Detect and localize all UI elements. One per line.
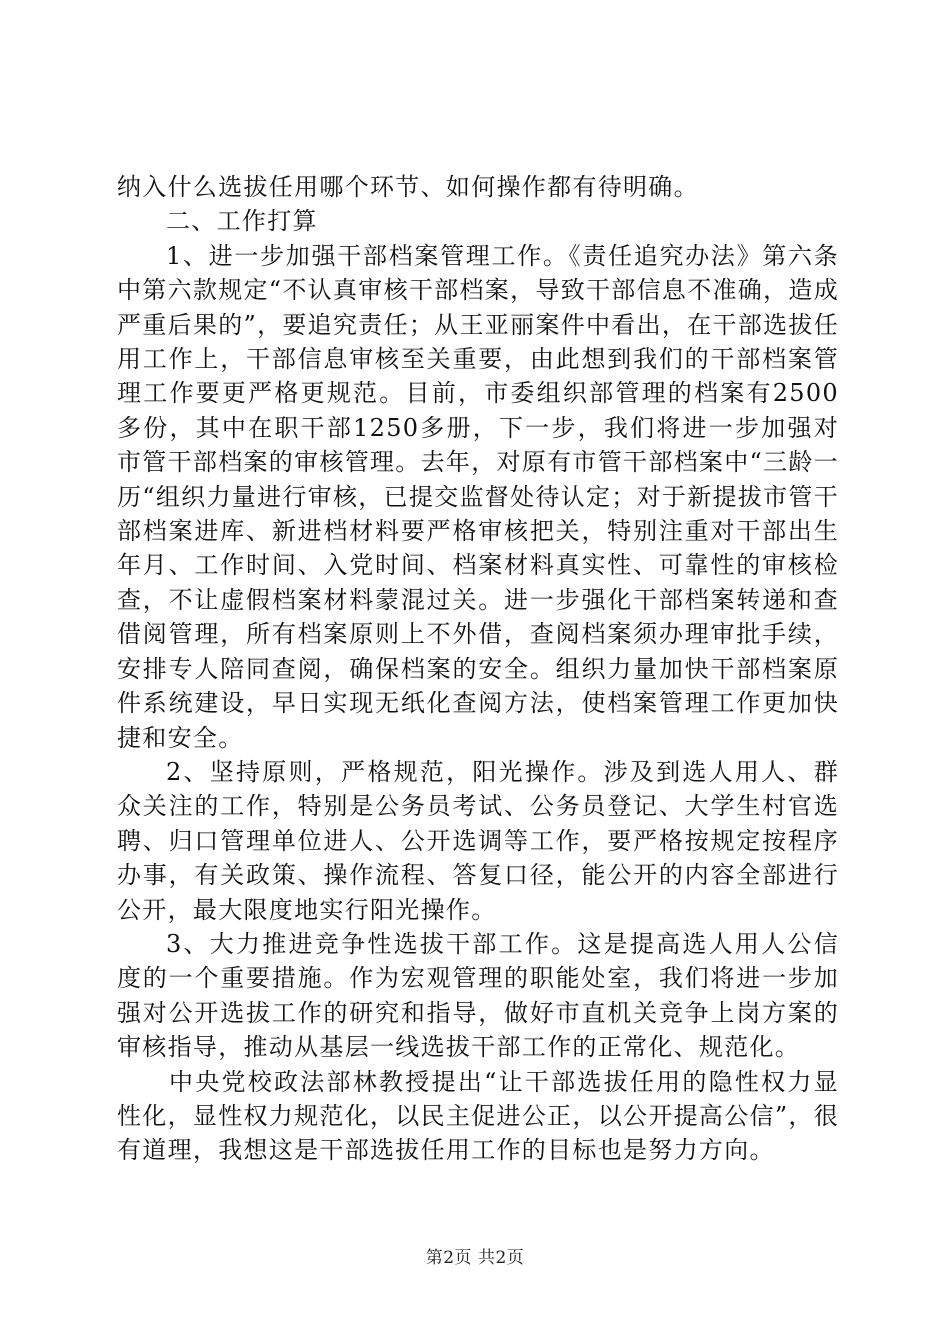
section-heading: 二、工作打算 (166, 207, 318, 236)
page-footer: 第2页 共2页 (425, 1248, 525, 1268)
paragraph-conclusion: 中央党校政法部林教授提出“让干部选拔任用的隐性权力显性化，显性权力规范化，以民主促进公正，以公开提高公信”，很有道理，我想这是干部选拔任用工作的目标也是努力方向。 (117, 1067, 839, 1165)
paragraph-archive-management: 1、进一步加强干部档案管理工作。《责任追究办法》第六条中第六款规定“不认真审核干部档案，导致干部信息不准确，造成严重后果的”，要追究责任；从王亚丽案件中看出，在干部选拔任用工作上，干部信息审核至关重要，由此想到我们的干部档案管理工作要更严格更规范。目前，市委组织部管理的档案有2500多份，其中在职干部1250多册，下一步，我们将进一步加强对市管干部档案的审核管理。去年，对原有市管干部档案中“三龄一历“组织力量进行审核，已提交监督处待认定；对于新提拔市管干部档案进库、新进档材料要严格审核把关，特别注重对干部出生年月、工作时间、入党时间、档案材料真实性、可靠性的审核检查，不让虚假档案材料蒙混过关。进一步强化干部档案转递和查借阅管理，所有档案原则上不外借，查阅档案须办理审批手续，安排专人陪同查阅，确保档案的安全。组织力量加快干部档案原件系统建设，早日实现无纸化查阅方法，使档案管理工作更加快捷和安全。 (117, 241, 839, 752)
paragraph-sunshine-operation: 2、坚持原则，严格规范，阳光操作。涉及到选人用人、群众关注的工作，特别是公务员考试、公务员登记、大学生村官选聘、归口管理单位进人、公开选调等工作，要严格按规定按程序办事，有关政策、操作流程、答复口径，能公开的内容全部进行公开，最大限度地实行阳光操作。 (117, 757, 839, 924)
document-body (117, 170, 839, 1168)
paragraph-continuation: 纳入什么选拔任用哪个环节、如何操作都有待明确。 (117, 173, 699, 201)
paragraph-competitive-selection: 3、大力推进竞争性选拔干部工作。这是提高选人用人公信度的一个重要措施。作为宏观管理的职能处室，我们将进一步加强对公开选拔工作的研究和指导，做好市直机关竞争上岗方案的审核指导，推动从基层一线选拔干部工作的正常化、规范化。 (117, 929, 839, 1062)
